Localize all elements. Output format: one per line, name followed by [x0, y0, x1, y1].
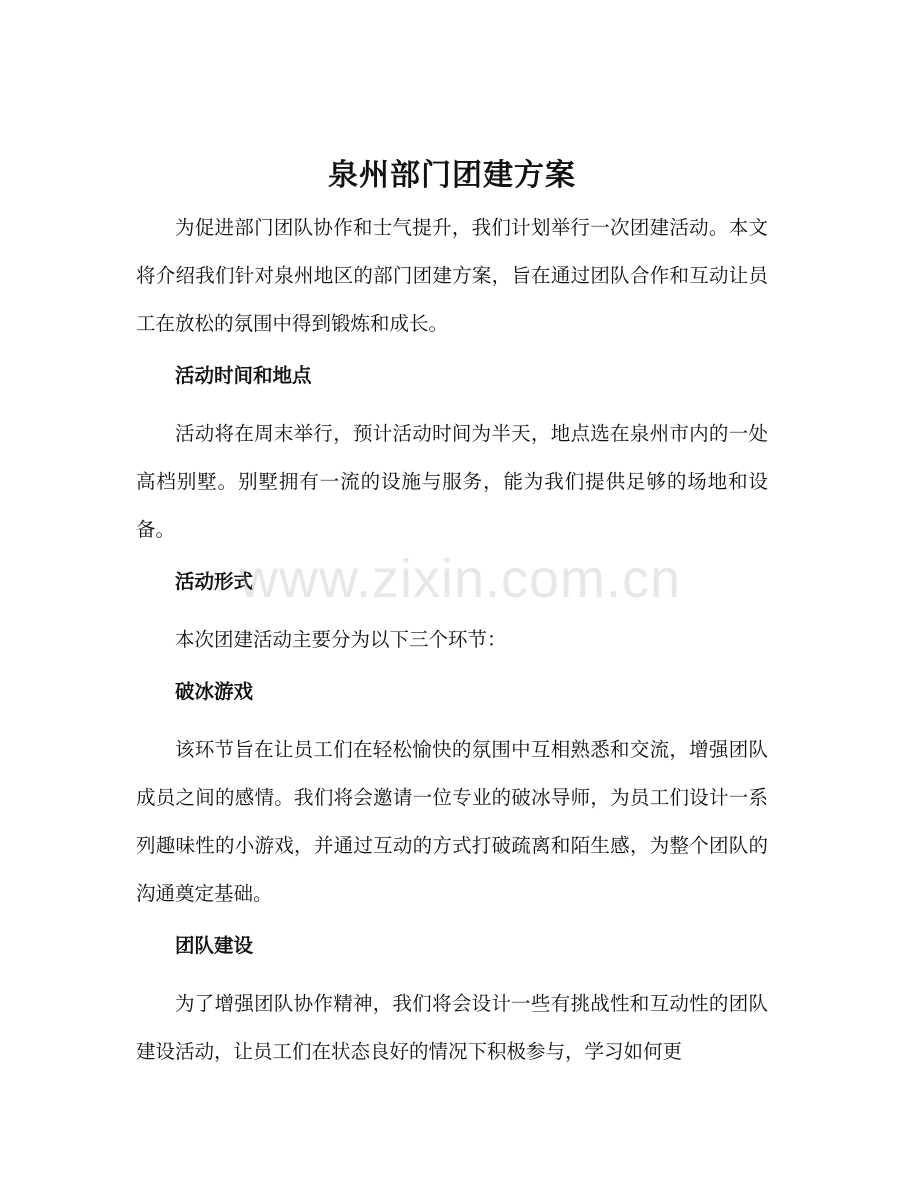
section-body-time-location: 活动将在周末举行，预计活动时间为半天，地点选在泉州市内的一处高档别墅。别墅拥有一流的设施与服务，能为我们提供足够的场地和设备。 — [136, 422, 768, 541]
section-heading-icebreaker: 破冰游戏 — [175, 680, 254, 703]
document-title: 泉州部门团建方案 — [328, 158, 576, 193]
section-heading-time-location: 活动时间和地点 — [175, 364, 312, 387]
section-body-icebreaker: 该环节旨在让员工们在轻松愉快的氛围中互相熟悉和交流，增强团队成员之间的感情。我们将会邀请一位专业的破冰导师，为员工们设计一系列趣味性的小游戏，并通过互动的方式打破疏离和陌生感，为整个团队的沟通奠定基础。 — [136, 738, 768, 905]
intro-paragraph: 为促进部门团队协作和士气提升，我们计划举行一次团建活动。本文将介绍我们针对泉州地区的部门团建方案，旨在通过团队合作和互动让员工在放松的氛围中得到锻炼和成长。 — [136, 216, 768, 335]
section-body-format: 本次团建活动主要分为以下三个环节： — [175, 628, 507, 651]
section-heading-format: 活动形式 — [175, 570, 254, 593]
document-page — [136, 150, 768, 1080]
section-heading-team-building: 团队建设 — [175, 934, 254, 957]
section-body-team-building: 为了增强团队协作精神，我们将会设计一些有挑战性和互动性的团队建设活动，让员工们在状态良好的情况下积极参与，学习如何更 — [136, 992, 768, 1063]
watermark: www.zixin.com.cn — [238, 549, 682, 609]
